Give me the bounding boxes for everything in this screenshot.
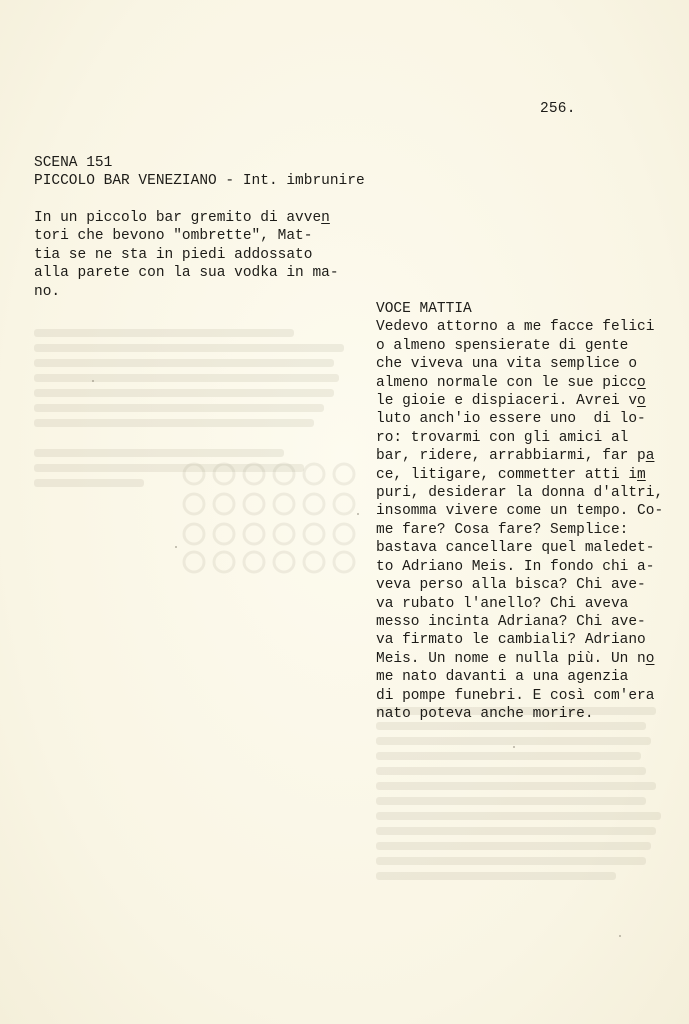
voice-over-line: me nato davanti a una agenzia xyxy=(376,669,629,686)
archive-stamp-watermark-icon xyxy=(172,452,382,580)
paper-speck xyxy=(513,746,515,748)
scene-description xyxy=(34,209,364,301)
voice-over-line: to Adriano Meis. In fondo chi a- xyxy=(376,558,655,575)
voice-over-line: di pompe funebri. E così com'era xyxy=(376,687,655,704)
voice-over-label: VOCE MATTIA xyxy=(376,301,472,317)
scene-number: SCENA 151 xyxy=(34,155,113,171)
paper-speck xyxy=(92,380,94,382)
voice-over-line: ro: trovarmi con gli amici al xyxy=(376,429,629,446)
voice-over-line-underlined: o xyxy=(637,393,646,410)
voice-over-line-text: almeno normale con le sue picc xyxy=(376,374,638,391)
paper-speck xyxy=(357,513,359,515)
voice-over-line-underlined: o xyxy=(637,374,646,391)
voice-over-line-text: ce, litigare, commetter atti i xyxy=(376,466,638,483)
paper-speck xyxy=(619,935,621,937)
voice-over-line xyxy=(376,466,681,484)
description-line-2: tori che bevono "ombrette", Mat- xyxy=(34,228,313,245)
voice-over-line: che viveva una vita semplice o xyxy=(376,356,638,373)
voice-over-line-text: bar, ridere, arrabbiarmi, far p xyxy=(376,448,646,465)
voice-over-line: Vedevo attorno a me facce felici xyxy=(376,319,655,336)
description-line-1 xyxy=(34,209,364,227)
voice-over-line-text: le gioie e dispiaceri. Avrei v xyxy=(376,393,638,410)
voice-over-line: va firmato le cambiali? Adriano xyxy=(376,632,646,649)
voice-over-line xyxy=(376,650,681,668)
voice-over-line: o almeno spensierate di gente xyxy=(376,337,629,354)
voice-over-line: messo incinta Adriana? Chi ave- xyxy=(376,613,646,630)
description-line-1-underlined: n xyxy=(321,210,330,226)
voice-over-line-text: Meis. Un nome e nulla più. Un n xyxy=(376,650,646,667)
voice-over-line: luto anch'io essere uno di lo- xyxy=(376,411,646,428)
voice-over-line: insomma vivere come un tempo. Co- xyxy=(376,503,664,520)
scene-heading xyxy=(34,154,454,190)
voice-over-line xyxy=(376,374,681,392)
voice-over-text xyxy=(376,318,681,723)
bleed-through-text-right xyxy=(376,700,676,887)
voice-over-line xyxy=(376,392,681,410)
description-line-5: no. xyxy=(34,283,61,300)
paper-speck xyxy=(175,546,177,548)
voice-over-block xyxy=(376,300,681,723)
voice-over-line: me fare? Cosa fare? Semplice: xyxy=(376,521,629,538)
voice-over-line-underlined: a xyxy=(645,448,655,465)
voice-over-line: puri, desiderar la donna d'altri, xyxy=(376,485,664,502)
voice-over-line: bastava cancellare quel maledet- xyxy=(376,540,655,557)
voice-over-line xyxy=(376,447,681,465)
voice-over-line-underlined: o xyxy=(645,650,655,667)
voice-over-line: veva perso alla bisca? Chi ave- xyxy=(376,577,646,594)
voice-over-line: va rubato l'anello? Chi aveva xyxy=(376,595,629,612)
voice-over-line-underlined: m xyxy=(637,466,646,483)
description-line-4: alla parete con la sua vodka in ma- xyxy=(34,265,339,282)
scene-location: PICCOLO BAR VENEZIANO - Int. imbrunire xyxy=(34,173,365,189)
page-number: 256. xyxy=(540,101,576,117)
voice-over-line: nato poteva anche morire. xyxy=(376,705,594,722)
description-line-3: tia se ne sta in piedi addossato xyxy=(34,246,313,263)
description-line-1-text: In un piccolo bar gremito di avve xyxy=(34,210,322,226)
